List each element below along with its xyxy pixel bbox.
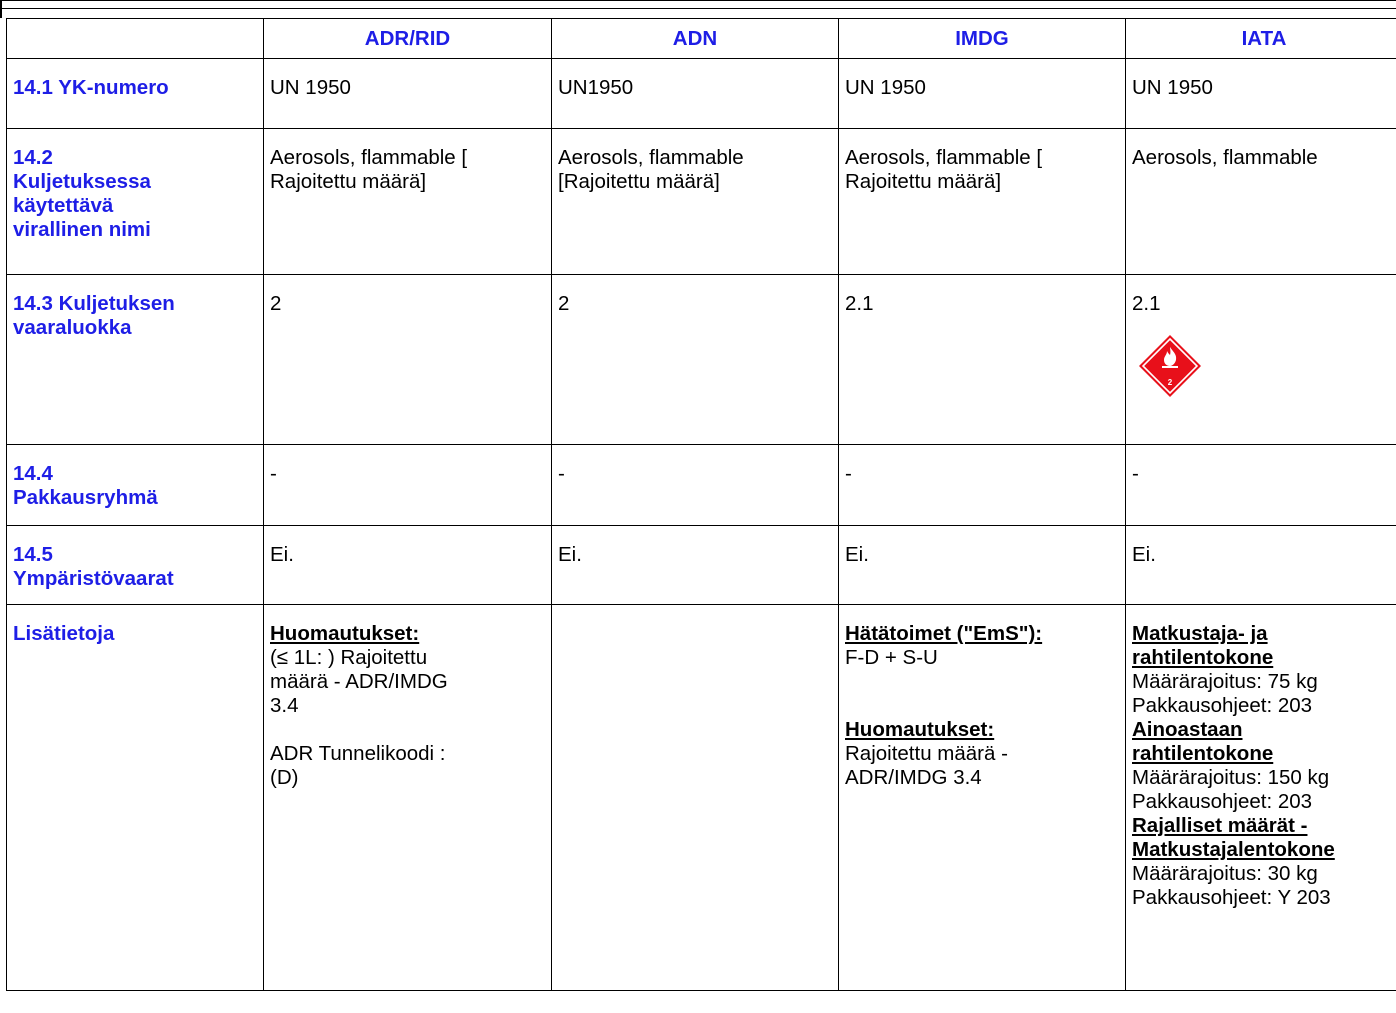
column-header-adr-rid: ADR/RID xyxy=(264,19,552,59)
table-row-packing-group xyxy=(7,445,1396,526)
cell-iata: Aerosols, flammable xyxy=(1126,129,1396,275)
row-label-line: 14.5 xyxy=(13,543,53,566)
cell-iata xyxy=(1126,275,1396,445)
note-line: Rajoitettu määrä - xyxy=(845,742,1008,765)
column-header-iata: IATA xyxy=(1126,19,1396,59)
cell-iata: - xyxy=(1126,445,1396,526)
column-header-empty xyxy=(7,19,264,59)
row-label-line: Pakkausryhmä xyxy=(13,486,158,509)
table-row-additional-info xyxy=(7,605,1396,991)
note-line: määrä - ADR/IMDG xyxy=(270,670,448,693)
spacer xyxy=(270,718,545,742)
note-line: (≤ 1L: ) Rajoitettu xyxy=(270,646,428,669)
packing-instruction: Pakkausohjeet: 203 xyxy=(1132,790,1313,813)
row-label-line: käytettävä xyxy=(13,194,114,217)
cell-adr: Ei. xyxy=(264,526,552,605)
row-label xyxy=(7,445,264,526)
cell-line: Aerosols, flammable [ xyxy=(845,146,1043,169)
quantity-limit: Määrärajoitus: 75 kg xyxy=(1132,670,1318,693)
cell-imdg xyxy=(839,605,1126,991)
packing-instruction: Pakkausohjeet: 203 xyxy=(1132,694,1313,717)
notes-heading: Huomautukset: xyxy=(270,622,420,645)
table-row-hazard-class xyxy=(7,275,1396,445)
cell-adn: 2 xyxy=(552,275,839,445)
cell-adn: - xyxy=(552,445,839,526)
cell-line: Aerosols, flammable xyxy=(558,146,744,169)
cargo-only-heading: rahtilentokone xyxy=(1132,742,1274,765)
ems-value: F-D + S-U xyxy=(845,646,938,669)
row-label-line: vaaraluokka xyxy=(13,316,132,339)
hazard-class-number: 2 xyxy=(1167,378,1173,387)
cell-line: [Rajoitettu määrä] xyxy=(558,170,720,193)
column-header-imdg: IMDG xyxy=(839,19,1126,59)
cell-line: Rajoitettu määrä] xyxy=(845,170,1002,193)
cell-imdg: - xyxy=(839,445,1126,526)
limited-quantity-heading: Matkustajalentokone xyxy=(1132,838,1335,861)
cell-adn xyxy=(552,129,839,275)
row-label: Lisätietoja xyxy=(7,605,264,991)
cell-adr xyxy=(264,129,552,275)
row-label xyxy=(7,275,264,445)
cell-adr: UN 1950 xyxy=(264,59,552,129)
passenger-cargo-heading: rahtilentokone xyxy=(1132,646,1274,669)
cell-imdg xyxy=(839,129,1126,275)
passenger-cargo-heading: Matkustaja- ja xyxy=(1132,622,1268,645)
spacer xyxy=(845,694,1119,718)
row-label xyxy=(7,129,264,275)
table-row-shipping-name xyxy=(7,129,1396,275)
column-header-adn: ADN xyxy=(552,19,839,59)
cell-value: 2.1 xyxy=(1132,292,1161,315)
cell-adn: UN1950 xyxy=(552,59,839,129)
row-label-line: 14.2 xyxy=(13,146,53,169)
cell-imdg: 2.1 xyxy=(839,275,1126,445)
cell-line: Aerosols, flammable [ xyxy=(270,146,468,169)
table-row-environmental-hazards xyxy=(7,526,1396,605)
tunnel-code-line: ADR Tunnelikoodi : xyxy=(270,742,446,765)
limited-quantity-heading: Rajalliset määrät - xyxy=(1132,814,1308,837)
ems-heading: Hätätoimet ("EmS"): xyxy=(845,622,1043,645)
cell-adr: 2 xyxy=(264,275,552,445)
cell-adr: - xyxy=(264,445,552,526)
notes-heading: Huomautukset: xyxy=(845,718,995,741)
row-label: 14.1 YK-numero xyxy=(7,59,264,129)
quantity-limit: Määrärajoitus: 30 kg xyxy=(1132,862,1318,885)
quantity-limit: Määrärajoitus: 150 kg xyxy=(1132,766,1330,789)
cell-imdg: UN 1950 xyxy=(839,59,1126,129)
row-label-line: Ympäristövaarat xyxy=(13,567,174,590)
note-line: ADR/IMDG 3.4 xyxy=(845,766,982,789)
table-header-row xyxy=(7,19,1396,59)
cell-iata: UN 1950 xyxy=(1126,59,1396,129)
cell-iata: Ei. xyxy=(1126,526,1396,605)
tunnel-code-line: (D) xyxy=(270,766,299,789)
cell-adr xyxy=(264,605,552,991)
row-label-line: virallinen nimi xyxy=(13,218,151,241)
cell-adn xyxy=(552,605,839,991)
cargo-only-heading: Ainoastaan xyxy=(1132,718,1243,741)
margin-rule xyxy=(0,0,2,18)
cell-line: Rajoitettu määrä] xyxy=(270,170,427,193)
flammable-gas-diamond-icon xyxy=(1138,334,1202,398)
transport-info-table xyxy=(6,18,1396,991)
row-label xyxy=(7,526,264,605)
spacer xyxy=(845,670,1119,694)
cell-iata xyxy=(1126,605,1396,991)
row-label-line: 14.4 xyxy=(13,462,53,485)
header-rule xyxy=(0,0,1396,9)
cell-adn: Ei. xyxy=(552,526,839,605)
row-label-line: Kuljetuksessa xyxy=(13,170,151,193)
table-row-un-number xyxy=(7,59,1396,129)
packing-instruction: Pakkausohjeet: Y 203 xyxy=(1132,886,1331,909)
cell-imdg: Ei. xyxy=(839,526,1126,605)
row-label-line: 14.3 Kuljetuksen xyxy=(13,292,175,315)
note-line: 3.4 xyxy=(270,694,299,717)
